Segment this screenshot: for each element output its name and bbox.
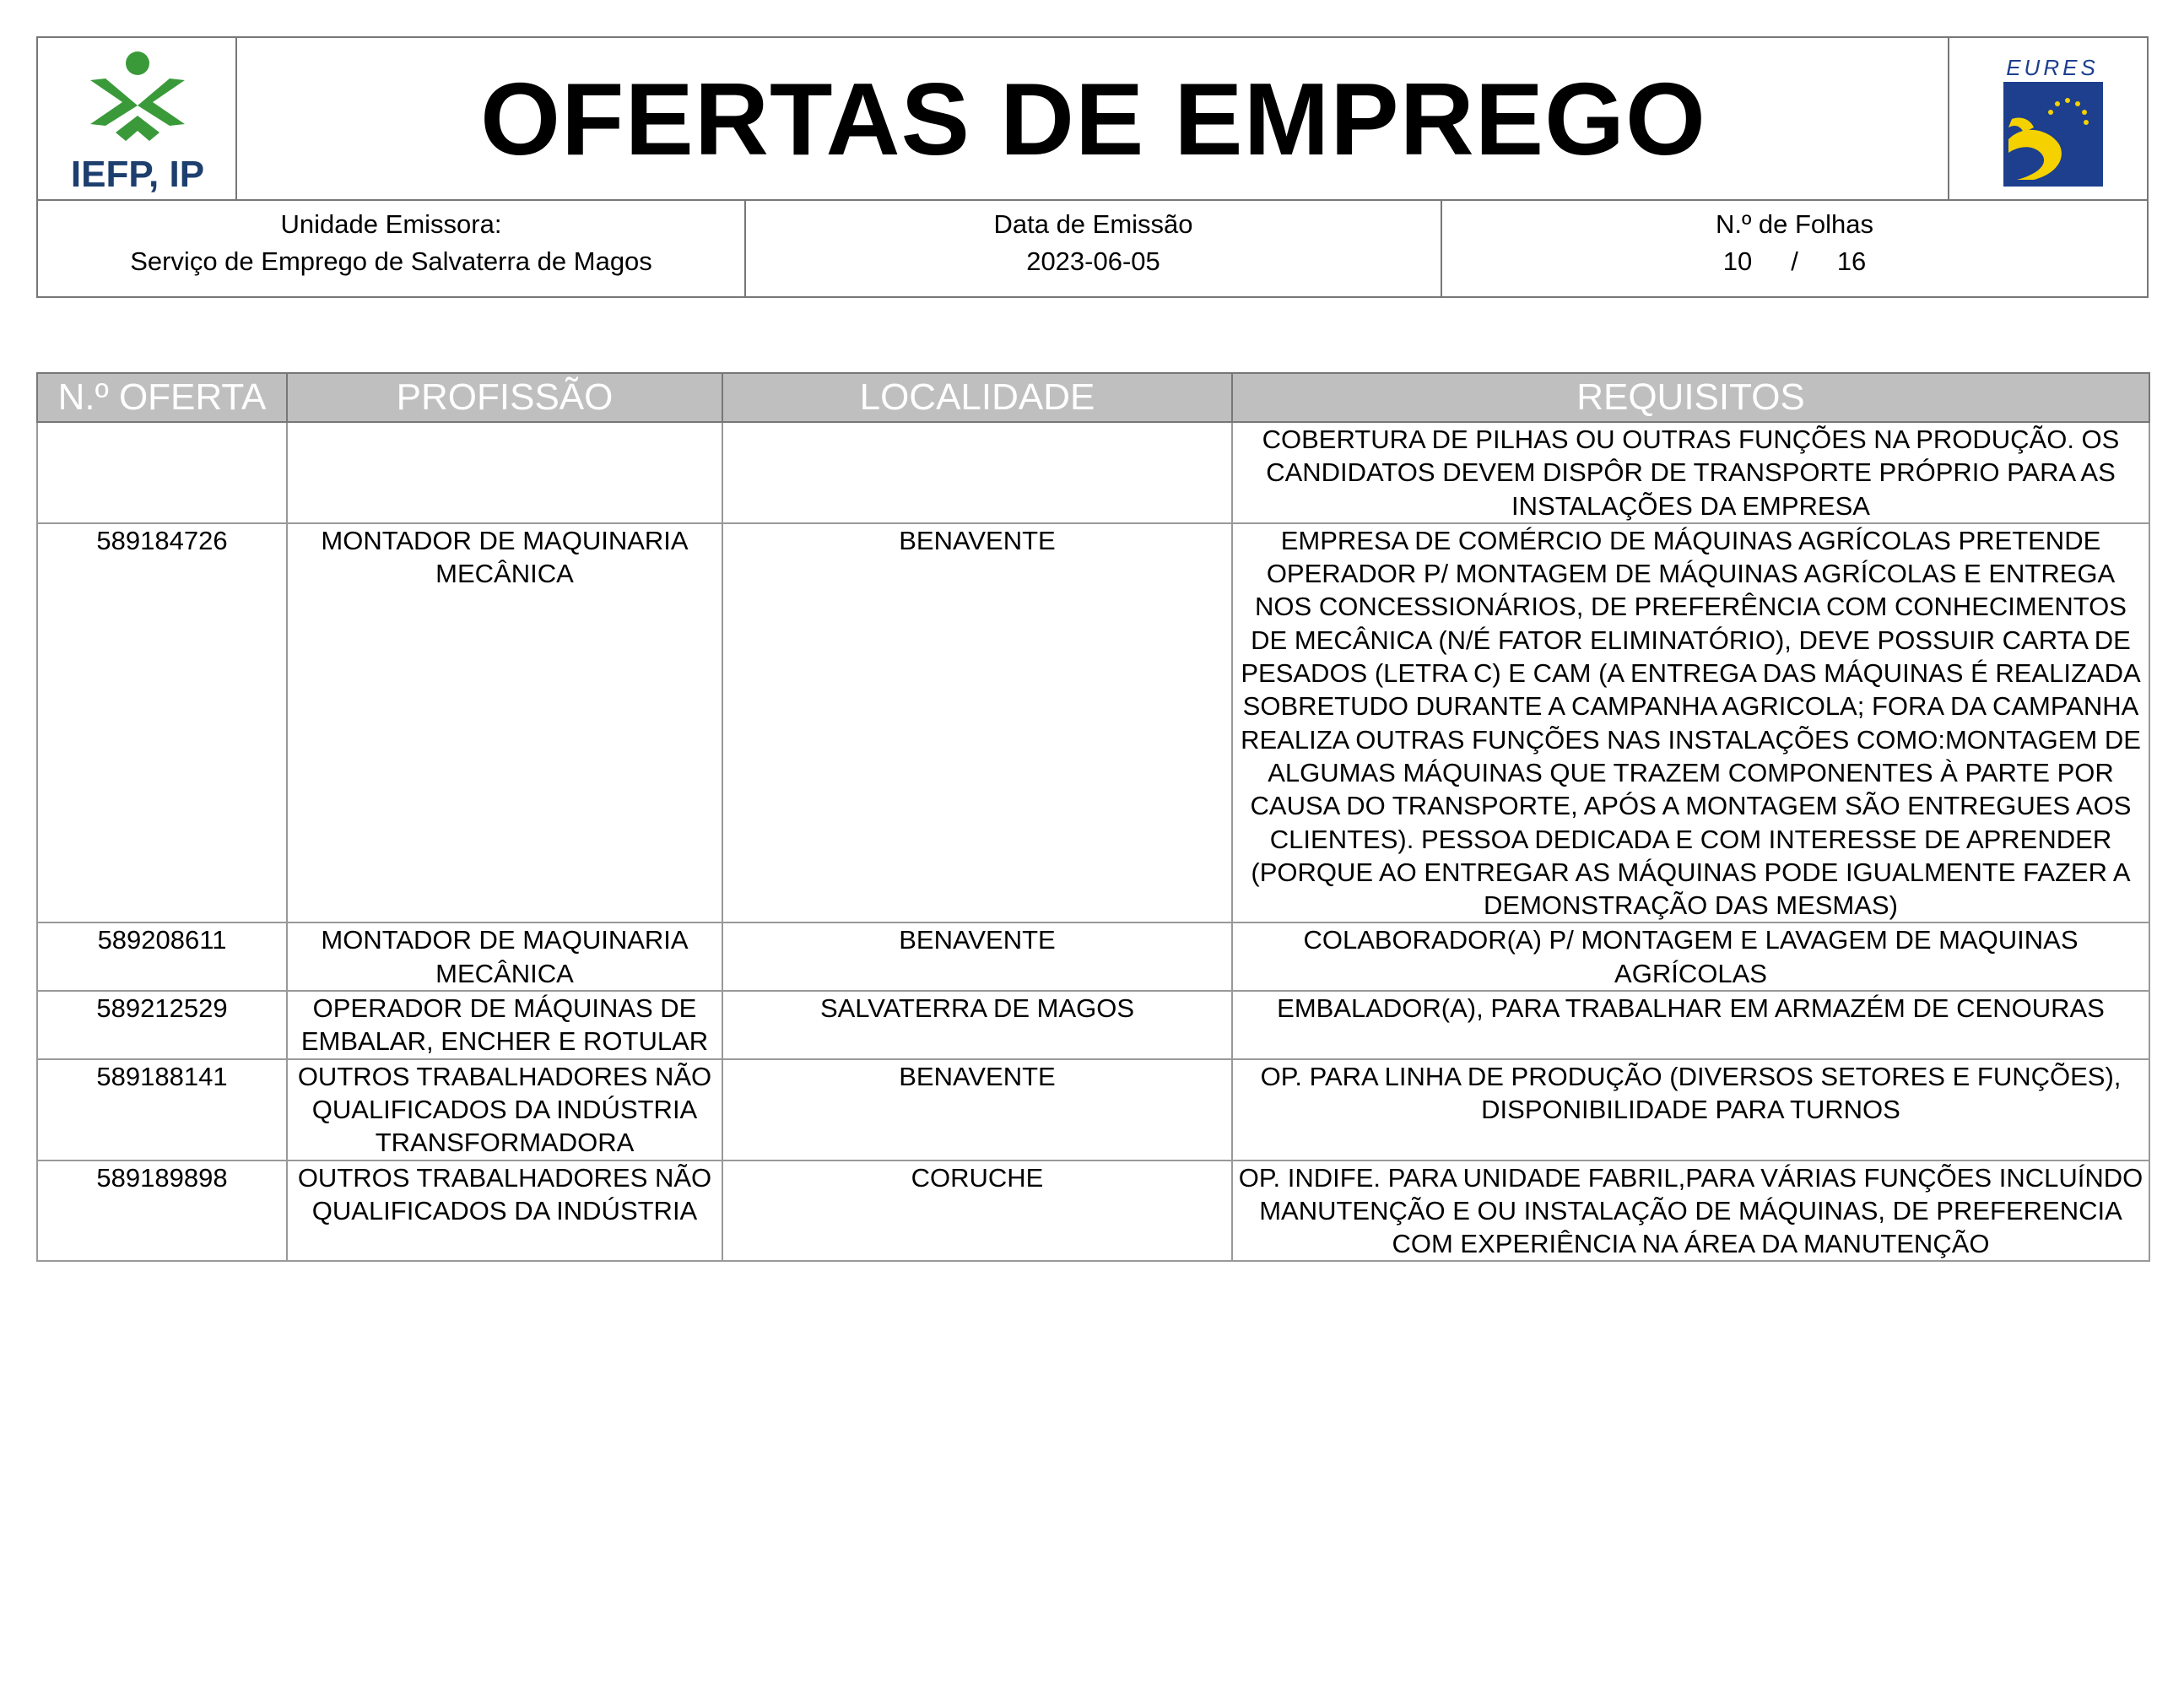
eures-logo-icon xyxy=(1949,38,2149,199)
table-header-row xyxy=(37,373,2149,422)
cell-requisitos: OP. INDIFE. PARA UNIDADE FABRIL,PARA VÁRIAS FUNÇÕES INCLUÍNDO MANUTENÇÃO E OU INSTALAÇÃO DE MÁQUINAS, DE PREFERENCIA COM EXPERIÊNCIA NA ÁREA DA MANUTENÇÃO xyxy=(1232,1160,2149,1262)
cell-numero-oferta: 589189898 xyxy=(37,1160,287,1262)
cell-profissao: MONTADOR DE MAQUINARIA MECÂNICA xyxy=(287,922,722,991)
cell-profissao xyxy=(287,422,722,523)
iefp-logo-text: IEFP, IP xyxy=(70,154,205,195)
data-emissao-value: 2023-06-05 xyxy=(1026,246,1160,276)
cell-profissao: MONTADOR DE MAQUINARIA MECÂNICA xyxy=(287,523,722,923)
cell-requisitos: EMBALADOR(A), PARA TRABALHAR EM ARMAZÉM DE CENOURAS xyxy=(1232,991,2149,1059)
cell-requisitos: COLABORADOR(A) P/ MONTAGEM E LAVAGEM DE MAQUINAS AGRÍCOLAS xyxy=(1232,922,2149,991)
column-header-numero-oferta: N.º OFERTA xyxy=(37,373,287,422)
page-title: OFERTAS DE EMPREGO xyxy=(480,61,1706,176)
cell-localidade: BENAVENTE xyxy=(722,523,1232,923)
document-header xyxy=(36,36,2149,298)
data-emissao-cell xyxy=(746,201,1442,298)
data-emissao-label: Data de Emissão xyxy=(993,209,1193,239)
eures-logo-text: EURES xyxy=(2006,55,2099,80)
cell-profissao: OPERADOR DE MÁQUINAS DE EMBALAR, ENCHER E ROTULAR xyxy=(287,991,722,1059)
table-row xyxy=(37,422,2149,523)
cell-localidade: CORUCHE xyxy=(722,1160,1232,1262)
cell-numero-oferta: 589188141 xyxy=(37,1059,287,1160)
cell-requisitos: EMPRESA DE COMÉRCIO DE MÁQUINAS AGRÍCOLAS PRETENDE OPERADOR P/ MONTAGEM DE MÁQUINAS AGRÍCOLAS E ENTREGA NOS CONCESSIONÁRIOS, DE PREFERÊNCIA COM CONHECIMENTOS DE MECÂNICA (N/É FATOR ELIMINATÓRIO), DEVE POSSUIR CARTA DE PESADOS (LETRA C) E CAM (A ENTREGA DAS MÁQUINAS É REALIZADA SOBRETUDO DURANTE A CAMPANHA AGRICOLA; FORA DA CAMPANHA REALIZA OUTRAS FUNÇÕES NAS INSTALAÇÕES COMO:MONTAGEM DE ALGUMAS MÁQUINAS QUE TRAZEM COMPONENTES À PARTE POR CAUSA DO TRANSPORTE, APÓS A MONTAGEM SÃO ENTREGUES AOS CLIENTES). PESSOA DEDICADA E COM INTERESSE DE APRENDER (PORQUE AO ENTREGAR AS MÁQUINAS PODE IGUALMENTE FAZER A DEMONSTRAÇÃO DAS MESMAS) xyxy=(1232,523,2149,923)
column-header-requisitos: REQUISITOS xyxy=(1232,373,2149,422)
cell-localidade xyxy=(722,422,1232,523)
iefp-logo-cell xyxy=(38,38,237,199)
column-header-localidade: LOCALIDADE xyxy=(722,373,1232,422)
cell-localidade: BENAVENTE xyxy=(722,922,1232,991)
cell-requisitos: COBERTURA DE PILHAS OU OUTRAS FUNÇÕES NA PRODUÇÃO. OS CANDIDATOS DEVEM DISPÔR DE TRANSPORTE PRÓPRIO PARA AS INSTALAÇÕES DA EMPRESA xyxy=(1232,422,2149,523)
unidade-emissora-label: Unidade Emissora: xyxy=(280,209,502,239)
table-row xyxy=(37,1059,2149,1160)
numero-folhas-cell xyxy=(1442,201,2147,298)
cell-numero-oferta xyxy=(37,422,287,523)
column-header-profissao: PROFISSÃO xyxy=(287,373,722,422)
table-row xyxy=(37,1160,2149,1262)
folhas-total: 16 xyxy=(1836,246,1867,276)
cell-profissao: OUTROS TRABALHADORES NÃO QUALIFICADOS DA INDÚSTRIA TRANSFORMADORA xyxy=(287,1059,722,1160)
table-row xyxy=(37,991,2149,1059)
job-offers-table xyxy=(36,372,2150,1262)
cell-numero-oferta: 589212529 xyxy=(37,991,287,1059)
eures-logo-cell xyxy=(1948,38,2147,199)
unidade-emissora-cell xyxy=(38,201,746,298)
cell-numero-oferta: 589208611 xyxy=(37,922,287,991)
numero-folhas-label: N.º de Folhas xyxy=(1715,209,1874,239)
table-row xyxy=(37,922,2149,991)
cell-localidade: BENAVENTE xyxy=(722,1059,1232,1160)
table-row xyxy=(37,523,2149,923)
unidade-emissora-value: Serviço de Emprego de Salvaterra de Magos xyxy=(130,246,652,276)
cell-profissao: OUTROS TRABALHADORES NÃO QUALIFICADOS DA INDÚSTRIA xyxy=(287,1160,722,1262)
cell-localidade: SALVATERRA DE MAGOS xyxy=(722,991,1232,1059)
numero-folhas-value xyxy=(1723,243,1867,280)
iefp-logo-icon xyxy=(38,38,237,199)
cell-requisitos: OP. PARA LINHA DE PRODUÇÃO (DIVERSOS SETORES E FUNÇÕES), DISPONIBILIDADE PARA TURNOS xyxy=(1232,1059,2149,1160)
folhas-current: 10 xyxy=(1722,246,1753,276)
folhas-separator: / xyxy=(1791,246,1798,276)
document-meta-row xyxy=(38,199,2147,298)
cell-numero-oferta: 589184726 xyxy=(37,523,287,923)
